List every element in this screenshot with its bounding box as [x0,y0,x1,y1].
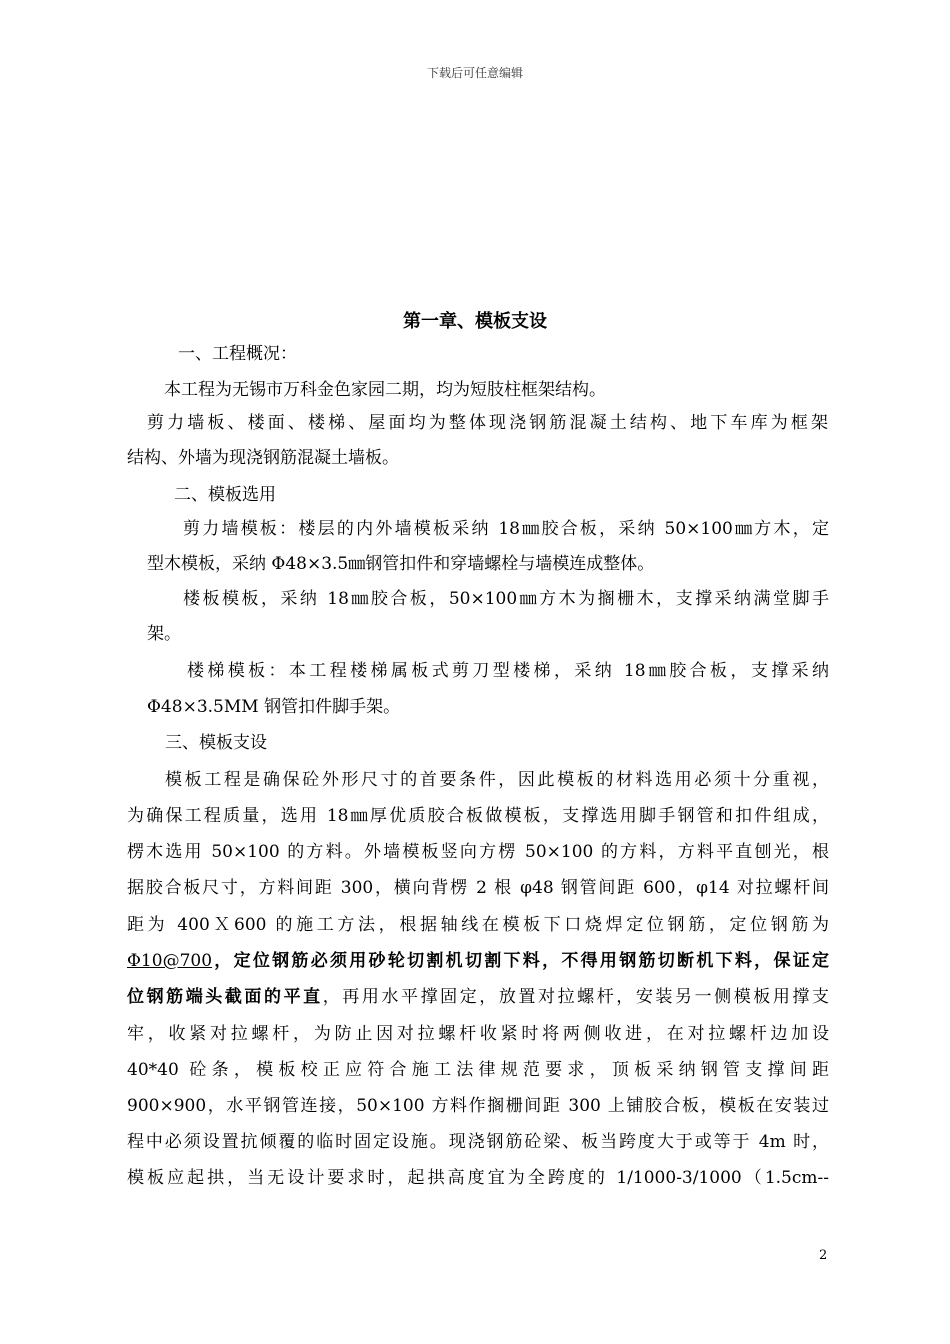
paragraph-line-mixed [127,985,829,1009]
paragraph-line: 900×900，水平钢管连接，50×100 方料作搁栅间距 300 上铺胶合板，模板在安装过 [127,1096,829,1116]
heading-overview: 一、工程概况： [178,344,297,364]
chapter-title: 第一章、模板支设 [403,311,547,332]
paragraph-line: 楼板模板，采纳 18㎜胶合板，50×100㎜方木为搁栅木，支撑采纳满堂脚手 [183,589,829,609]
paragraph-line: 架。 [147,624,181,644]
paragraph-line: 结构、外墙为现浇钢筋混凝土墙板。 [127,448,399,468]
paragraph-line: Φ48×3.5MM 钢管扣件脚手架。 [147,697,401,717]
bold-text: ，定位钢筋必须用砂轮切割机切割下料，不得用钢筋切断机下料，保证定 [212,951,829,971]
paragraph-line: 剪力墙板、楼面、楼梯、屋面均为整体现浇钢筋混凝土结构、地下车库为框架 [147,413,828,433]
paragraph-line: 本工程为无锡市万科金色家园二期，均为短肢柱框架结构。 [164,380,606,400]
paragraph-line: 牢，收紧对拉螺杆，为防止因对拉螺杆收紧时将两侧收进，在对拉螺杆边加设 [127,1024,829,1044]
paragraph-line: 型木模板，采纳 Φ48×3.5㎜钢管扣件和穿墙螺栓与墙模连成整体。 [147,554,655,574]
paragraph-line-bold [127,949,829,973]
paragraph-line: 楼梯模板：本工程楼梯属板式剪刀型楼梯，采纳 18㎜胶合板，支撑采纳 [187,661,829,681]
bold-text: 位钢筋端头截面的平直 [127,987,323,1007]
paragraph-line: 据胶合板尺寸，方料间距 300，横向背楞 2 根 φ48 钢管间距 600，φ14 对拉螺杆间 [127,878,829,898]
paragraph-line: 距为 400Ｘ600 的施工方法，根据轴线在模板下口烧焊定位钢筋，定位钢筋为 [127,915,829,935]
paragraph-line: 模板应起拱，当无设计要求时，起拱高度宜为全跨度的 1/1000-3/1000（1.5cm-- [127,1168,829,1188]
paragraph-line: 楞木选用 50×100 的方料。外墙模板竖向方楞 50×100 的方料，方料平直刨光，根 [127,842,829,862]
rebar-spec: Φ10@700 [127,951,213,971]
header-note: 下载后可任意编辑 [426,66,523,80]
heading-template-selection: 二、模板选用 [174,485,276,505]
heading-template-setup: 三、模板支设 [165,733,267,753]
paragraph-line: 剪力墙模板：楼层的内外墙模板采纳 18㎜胶合板，采纳 50×100㎜方木，定 [183,519,829,539]
paragraph-line: 模板工程是确保砼外形尺寸的首要条件，因此模板的材料选用必须十分重视， [165,770,829,790]
paragraph-line: 程中必须设置抗倾覆的临时固定设施。现浇钢筋砼梁、板当跨度大于或等于 4m 时， [127,1132,829,1152]
page-number: 2 [819,1248,828,1263]
normal-text: ，再用水平撑固定，放置对拉螺杆，安装另一侧模板用撑支 [322,987,830,1007]
paragraph-line: 为确保工程质量，选用 18㎜厚优质胶合板做模板，支撑选用脚手钢管和扣件组成， [127,806,829,826]
paragraph-line: 40*40 砼条，模板校正应符合施工法律规范要求，顶板采纳钢管支撑间距 [127,1060,829,1080]
